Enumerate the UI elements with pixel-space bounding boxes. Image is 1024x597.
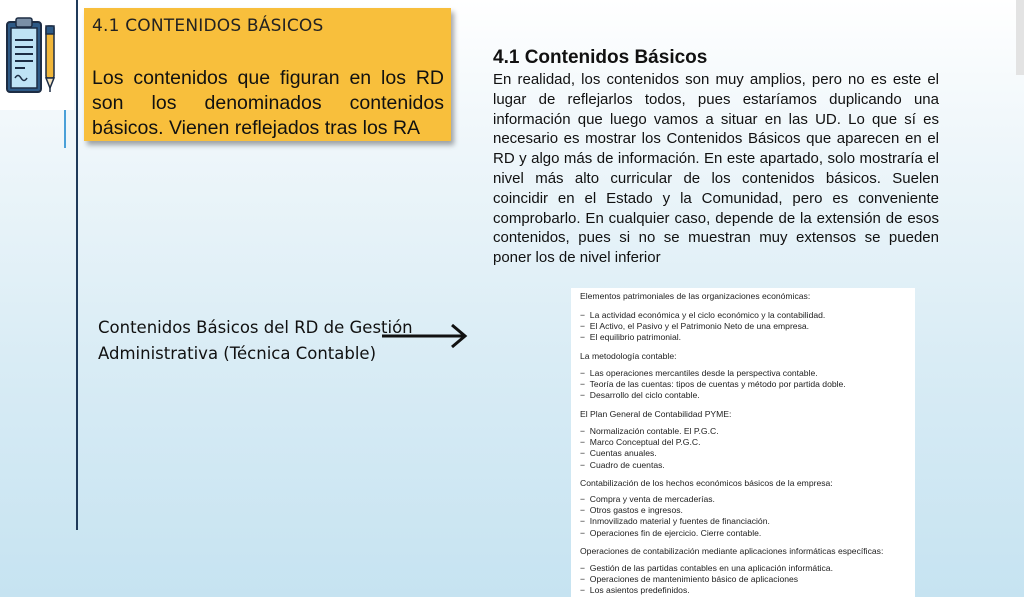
list-item: − Teoría de las cuentas: tipos de cuentas y método por partida doble.	[580, 379, 846, 390]
list-item: − Cuadro de cuentas.	[580, 459, 665, 470]
icon-panel	[0, 0, 74, 110]
doc-list	[580, 368, 846, 402]
list-item: − Operaciones de mantenimiento básico de aplicaciones	[580, 574, 799, 585]
doc-section	[580, 291, 810, 302]
doc-section-title: Elementos patrimoniales de las organizaciones económicas:	[580, 291, 811, 301]
vertical-divider	[76, 0, 78, 530]
list-item: − Gestión de las partidas contables en una aplicación informática.	[580, 563, 833, 573]
doc-section	[580, 546, 883, 557]
callout-box	[84, 8, 451, 141]
list-item: − Desarrollo del ciclo contable.	[580, 390, 700, 401]
list-item: − La actividad económica y el ciclo económico y la contabilidad.	[580, 310, 826, 320]
list-item: − El equilibrio patrimonial.	[580, 332, 682, 343]
caption-line-2: Administrativa (Técnica Contable)	[98, 344, 377, 363]
doc-list	[580, 426, 719, 471]
doc-section	[580, 478, 833, 489]
doc-section	[580, 351, 677, 362]
doc-section-title: Operaciones de contabilización mediante aplicaciones informáticas específicas:	[580, 546, 884, 556]
doc-section-title: Contabilización de los hechos económicos básicos de la empresa:	[580, 478, 833, 488]
list-item: − Operaciones fin de ejercicio. Cierre contable.	[580, 527, 762, 538]
document-excerpt	[571, 288, 915, 597]
doc-list	[580, 310, 825, 344]
clipboard-pen-icon	[0, 0, 74, 110]
list-item: − Los asientos predefinidos.	[580, 585, 690, 596]
list-item: − Otros gastos e ingresos.	[580, 505, 683, 516]
doc-section	[580, 409, 731, 420]
list-item: − Cuentas anuales.	[580, 448, 657, 459]
list-item: − Compra y venta de mercaderías.	[580, 494, 715, 504]
caption-line-1: Contenidos Básicos del RD de Gestión	[98, 318, 413, 337]
list-item: − Normalización contable. El P.G.C.	[580, 426, 719, 436]
list-item: − Inmovilizado material y fuentes de financiación.	[580, 516, 770, 527]
accent-tick	[64, 110, 66, 148]
doc-list	[580, 563, 833, 597]
main-paragraph: En realidad, los contenidos son muy amplios, pero no es este el lugar de reflejarlos todos, pues estaríamos duplicando una información que luego vamos a situar en las UD. Lo que sí es necesario es mostrar los Contenidos Básicos que aparecen en el RD y algo más de información. En este apartado, solo mostraría el nivel más alto curricular de los contenidos básicos. Suelen coincidir en el Estado y la Comunidad, pero es conveniente comprobarlo. En cualquier caso, depende de la extensión de esos contenidos, pues si no se muestran muy extensos se pueden poner los de nivel inferior	[493, 71, 939, 267]
doc-section-title: La metodología contable:	[580, 351, 677, 361]
list-item: − El Activo, el Pasivo y el Patrimonio Neto de una empresa.	[580, 321, 810, 332]
list-item: − Marco Conceptual del P.G.C.	[580, 437, 701, 448]
page-title: 4.1 Contenidos Básicos	[493, 47, 708, 68]
callout-title: 4.1 CONTENIDOS BÁSICOS	[92, 16, 324, 36]
caption	[98, 315, 413, 367]
list-item: − Las operaciones mercantiles desde la perspectiva contable.	[580, 368, 818, 378]
arrow-right-icon	[380, 321, 470, 351]
scrollbar[interactable]	[1016, 0, 1024, 75]
callout-body: Los contenidos que figuran en los RD son los denominados contenidos básicos. Vienen reflejados tras los RA	[92, 67, 444, 139]
doc-section-title: El Plan General de Contabilidad PYME:	[580, 409, 732, 419]
doc-list	[580, 494, 770, 539]
